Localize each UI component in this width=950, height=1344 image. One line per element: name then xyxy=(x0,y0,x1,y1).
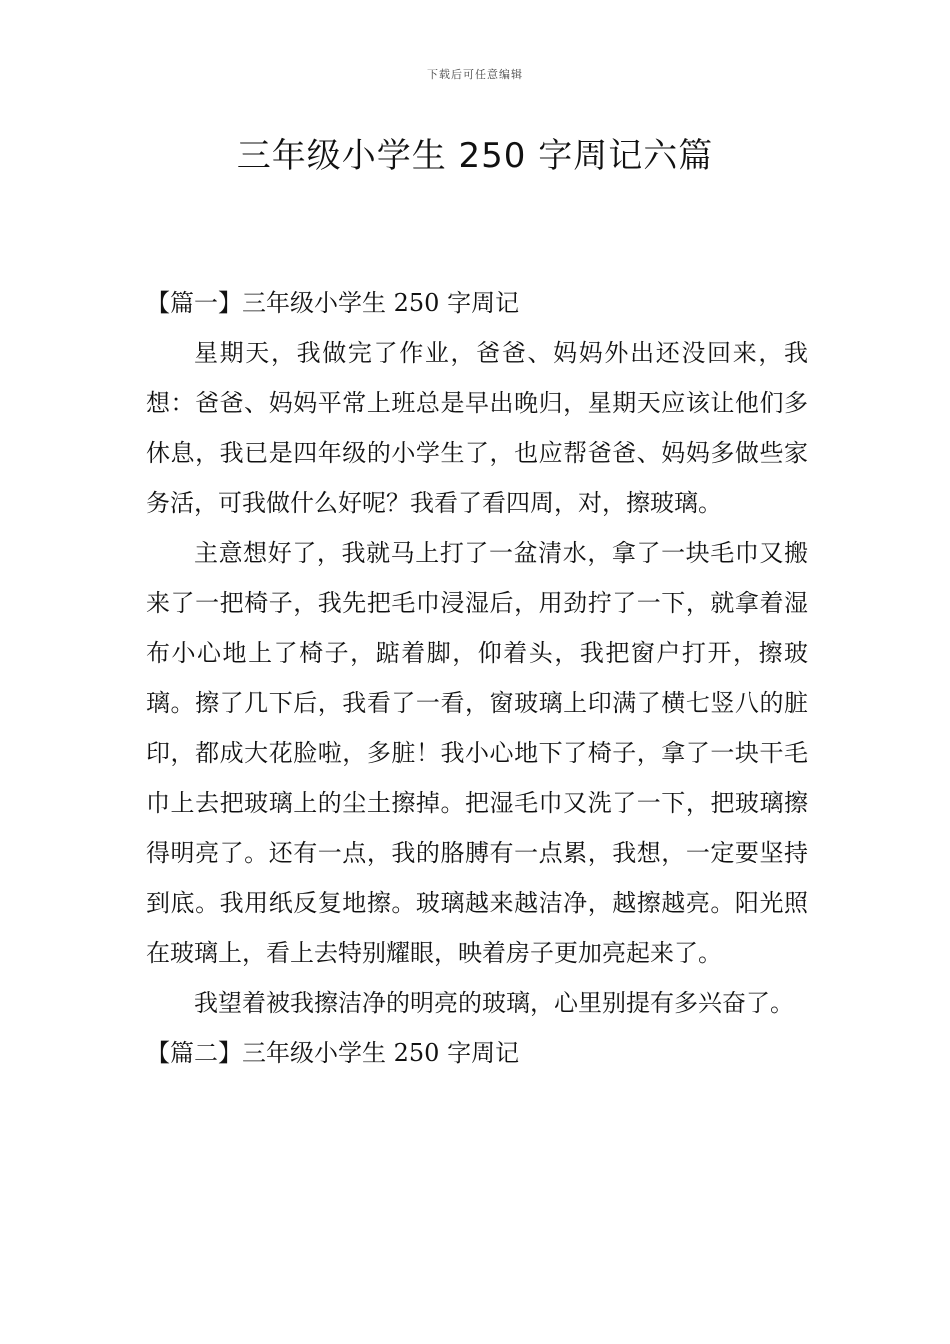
section-heading-1: 【篇一】三年级小学生 250 字周记 xyxy=(146,289,520,317)
document-title: 三年级小学生 250 字周记六篇 xyxy=(236,136,714,176)
paragraph: 星期天，我做完了作业，爸爸、妈妈外出还没回来，我想：爸爸、妈妈平常上班总是早出晚归，星期天应该让他们多休息，我已是四年级的小学生了，也应帮爸爸、妈妈多做些家务活，可我做什么好呢？我看了看四周，对，擦玻璃。 xyxy=(146,339,808,517)
paragraph: 主意想好了，我就马上打了一盆清水，拿了一块毛巾又搬来了一把椅子，我先把毛巾浸湿后，用劲拧了一下，就拿着湿布小心地上了椅子，踮着脚，仰着头，我把窗户打开，擦玻璃。擦了几下后，我看了一看，窗玻璃上印满了横七竖八的脏印，都成大花脸啦，多脏！我小心地下了椅子，拿了一块干毛巾上去把玻璃上的尘土擦掉。把湿毛巾又洗了一下，把玻璃擦得明亮了。还有一点，我的胳膊有一点累，我想，一定要坚持到底。我用纸反复地擦。玻璃越来越洁净，越擦越亮。阳光照在玻璃上，看上去特别耀眼，映着房子更加亮起来了。 xyxy=(146,539,808,967)
section-heading-2: 【篇二】三年级小学生 250 字周记 xyxy=(146,1039,520,1067)
paragraph: 我望着被我擦洁净的明亮的玻璃，心里别提有多兴奋了。 xyxy=(194,989,794,1017)
document-body xyxy=(146,278,808,1078)
page-header-note: 下载后可任意编辑 xyxy=(427,68,523,81)
